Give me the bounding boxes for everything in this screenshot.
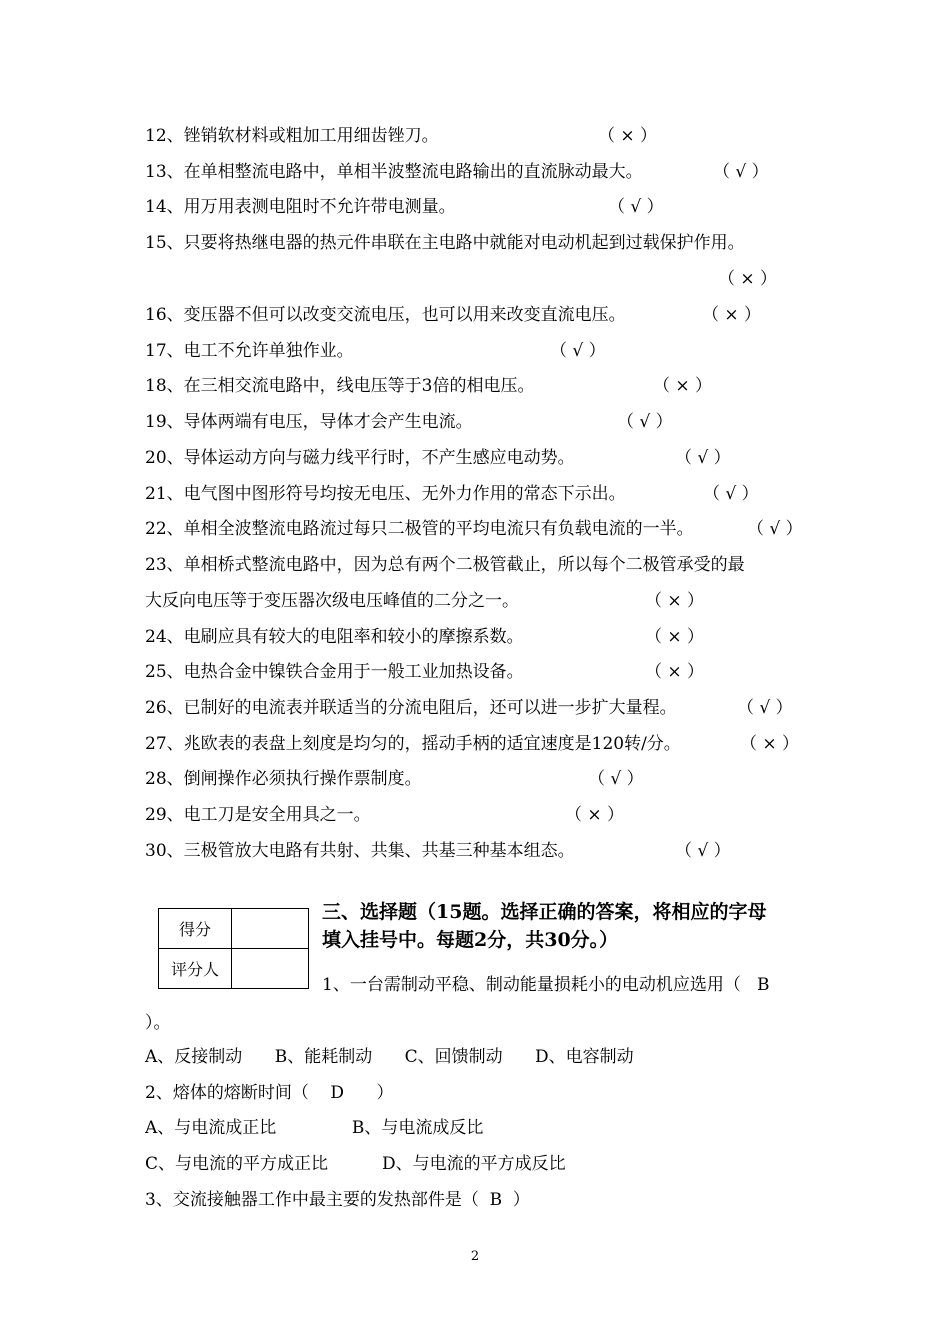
mc-options-2a: A、与电流成正比 B、与电流成反比 <box>145 1118 484 1138</box>
grader-field[interactable] <box>232 949 309 989</box>
tf-question-21: 21、电气图中图形符号均按无电压、无外力作用的常态下示出。 <box>145 484 626 504</box>
mc-question-1: 1、一台需制动平稳、制动能量损耗小的电动机应选用（ B <box>322 975 770 995</box>
tf-question-24: 24、电刷应具有较大的电阻率和较小的摩擦系数。 <box>145 627 524 647</box>
mc-question-2: 2、熔体的熔断时间（ D ） <box>145 1083 394 1103</box>
tf-answer-25: （ × ） <box>645 662 705 682</box>
tf-question-26: 26、已制好的电流表并联适当的分流电阻后，还可以进一步扩大量程。 <box>145 698 677 718</box>
tf-question-13: 13、在单相整流电路中，单相半波整流电路输出的直流脉动最大。 <box>145 162 643 182</box>
tf-answer-15: （ × ） <box>718 269 778 289</box>
tf-question-25: 25、电热合金中镍铁合金用于一般工业加热设备。 <box>145 662 524 682</box>
tf-answer-29: （ × ） <box>565 805 625 825</box>
tf-answer-28: （ √ ） <box>588 769 644 789</box>
tf-answer-20: （ √ ） <box>675 448 731 468</box>
tf-question-27: 27、兆欧表的表盘上刻度是均匀的，摇动手柄的适宜速度是120转/分。 <box>145 734 681 754</box>
tf-answer-12: （ × ） <box>598 126 658 146</box>
tf-question-15: 15、只要将热继电器的热元件串联在主电路中就能对电动机起到过载保护作用。 <box>145 233 745 253</box>
mc-options-2b: C、与电流的平方成正比 D、与电流的平方成反比 <box>145 1154 566 1174</box>
tf-question-19: 19、导体两端有电压，导体才会产生电流。 <box>145 412 473 432</box>
tf-question-29: 29、电工刀是安全用具之一。 <box>145 805 371 825</box>
tf-answer-18: （ × ） <box>653 376 713 396</box>
section-heading-line2: 填入挂号中。每题2分，共30分。） <box>322 929 619 951</box>
tf-answer-13: （ √ ） <box>713 162 769 182</box>
tf-question-28: 28、倒闸操作必须执行操作票制度。 <box>145 769 422 789</box>
page-number: 2 <box>470 1249 480 1264</box>
tf-answer-21: （ √ ） <box>703 484 759 504</box>
tf-question-30: 30、三极管放大电路有共射、共集、共基三种基本组态。 <box>145 841 575 861</box>
mc-question-3: 3、交流接触器工作中最主要的发热部件是（ B ） <box>145 1190 530 1210</box>
tf-question-12: 12、锉销软材料或粗加工用细齿锉刀。 <box>145 126 439 146</box>
tf-question-14: 14、用万用表测电阻时不允许带电测量。 <box>145 197 456 217</box>
tf-answer-17: （ √ ） <box>550 341 606 361</box>
mc-options-1: A、反接制动 B、能耗制动 C、回馈制动 D、电容制动 <box>145 1047 634 1067</box>
tf-answer-30: （ √ ） <box>675 841 731 861</box>
score-box <box>158 908 309 989</box>
tf-question-23: 23、单相桥式整流电路中，因为总有两个二极管截止，所以每个二极管承受的最 <box>145 555 745 575</box>
tf-answer-24: （ × ） <box>645 627 705 647</box>
score-label: 得分 <box>159 909 232 949</box>
tf-answer-14: （ √ ） <box>608 197 664 217</box>
mc-question-1-cont: ）。 <box>145 1013 171 1033</box>
score-field[interactable] <box>232 909 309 949</box>
grader-label: 评分人 <box>159 949 232 989</box>
tf-answer-19: （ √ ） <box>617 412 673 432</box>
tf-question-16: 16、变压器不但可以改变交流电压，也可以用来改变直流电压。 <box>145 305 626 325</box>
tf-answer-16: （ × ） <box>702 305 762 325</box>
tf-question-17: 17、电工不允许单独作业。 <box>145 341 354 361</box>
tf-answer-22: （ √ ） <box>747 519 803 539</box>
tf-question-20: 20、导体运动方向与磁力线平行时，不产生感应电动势。 <box>145 448 575 468</box>
tf-question-18: 18、在三相交流电路中，线电压等于3倍的相电压。 <box>145 376 535 396</box>
tf-question-23-cont: 大反向电压等于变压器次级电压峰值的二分之一。 <box>145 591 519 611</box>
section-heading-line1: 三、选择题（15题。选择正确的答案，将相应的字母 <box>322 901 767 923</box>
tf-answer-26: （ √ ） <box>737 698 793 718</box>
tf-answer-23: （ × ） <box>645 591 705 611</box>
tf-answer-27: （ × ） <box>740 734 800 754</box>
tf-question-22: 22、单相全波整流电路流过每只二极管的平均电流只有负载电流的一半。 <box>145 519 694 539</box>
